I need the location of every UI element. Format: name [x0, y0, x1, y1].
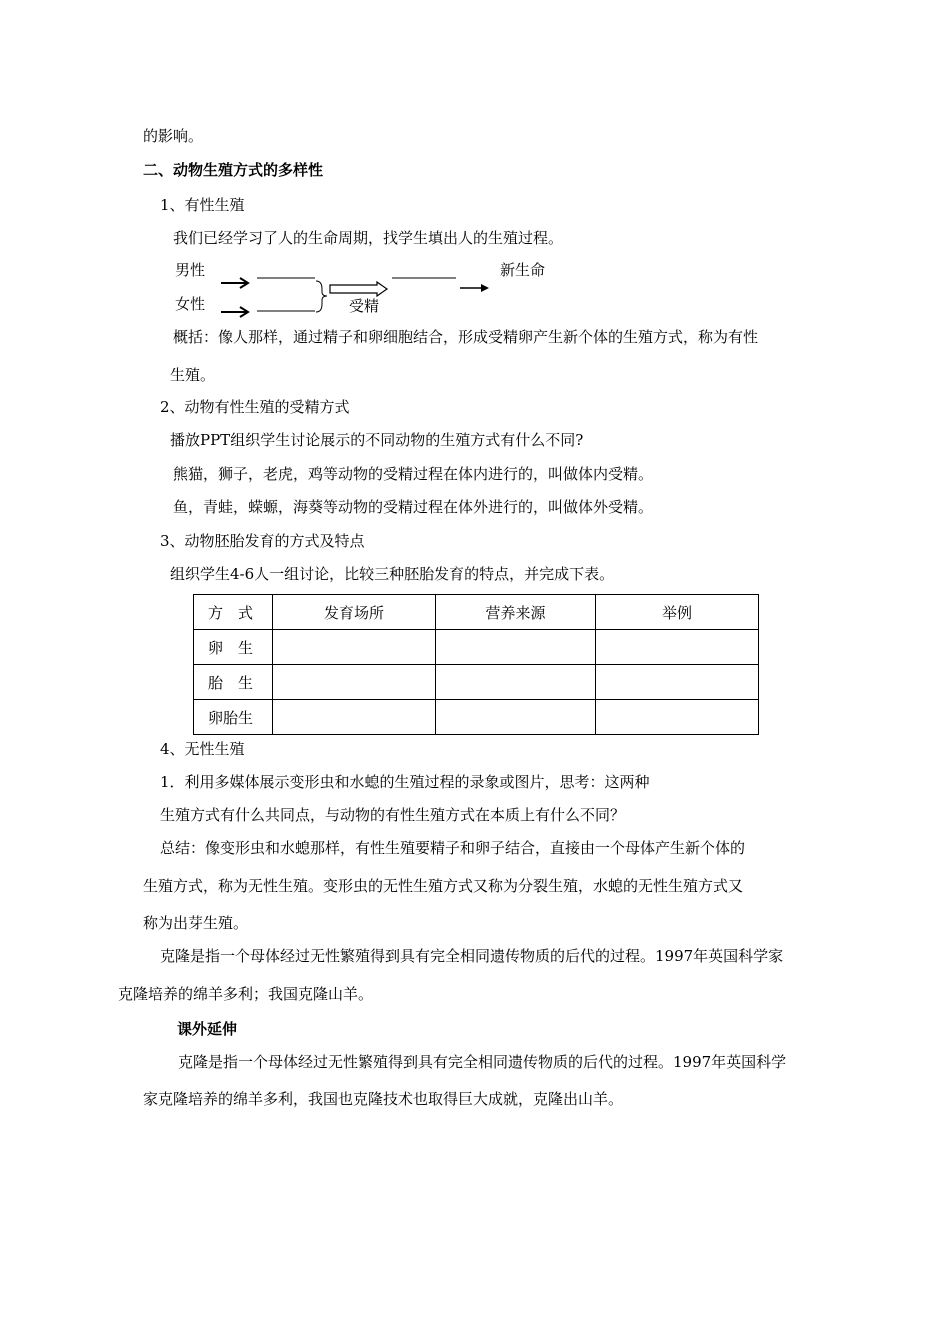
embryo-development-table: [193, 594, 759, 735]
text-line: 称为出芽生殖。: [143, 914, 249, 932]
table-cell: [596, 700, 759, 735]
subsection-heading: 3、动物胚胎发育的方式及特点: [160, 532, 365, 550]
subsection-heading: 1、有性生殖: [160, 196, 245, 214]
fertilization-label: 受精: [349, 297, 380, 315]
table-cell: [436, 700, 596, 735]
table-cell: [273, 630, 436, 665]
text-line: 1．利用多媒体展示变形虫和水螅的生殖过程的录象或图片，思考：这两种: [160, 773, 650, 791]
text-line: 生殖。: [170, 366, 216, 384]
table-cell: [596, 630, 759, 665]
text-line: 概括：像人那样，通过精子和卵细胞结合，形成受精卵产生新个体的生殖方式，称为有性: [173, 328, 759, 346]
table-row: [194, 700, 759, 735]
text-line: 克隆是指一个母体经过无性繁殖得到具有完全相同遗传物质的后代的过程。1997年英国科学: [178, 1053, 787, 1071]
subsection-heading: 4、无性生殖: [160, 740, 245, 758]
text-line: 生殖方式，称为无性生殖。变形虫的无性生殖方式又称为分裂生殖，水螅的无性生殖方式又: [143, 877, 744, 895]
table-header-row: [194, 595, 759, 630]
table-cell: [596, 665, 759, 700]
text-line: 生殖方式有什么共同点，与动物的有性生殖方式在本质上有什么不同？: [160, 806, 626, 824]
subsection-heading: 2、动物有性生殖的受精方式: [160, 398, 350, 416]
table-header-cell: 发育场所: [273, 595, 436, 630]
table-header-cell: 方 式: [194, 595, 273, 630]
text-line: 家克隆培养的绵羊多利，我国也克隆技术也取得巨大成就，克隆出山羊。: [143, 1090, 624, 1108]
new-life-label: 新生命: [500, 261, 546, 279]
table-header-cell: 举例: [596, 595, 759, 630]
table-row: [194, 665, 759, 700]
table-row-label: 卵胎生: [194, 700, 273, 735]
female-label: 女性: [175, 295, 206, 313]
text-line: 熊猫，狮子，老虎，鸡等动物的受精过程在体内进行的，叫做体内受精。: [173, 465, 654, 483]
text-line: 总结：像变形虫和水螅那样，有性生殖要精子和卵子结合，直接由一个母体产生新个体的: [160, 839, 746, 857]
table-row-label: 胎 生: [194, 665, 273, 700]
text-line: 播放PPT组织学生讨论展示的不同动物的生殖方式有什么不同?: [170, 431, 584, 449]
table-cell: [436, 630, 596, 665]
table-row: [194, 630, 759, 665]
section-heading: 课外延伸: [177, 1020, 238, 1038]
text-line: 我们已经学习了人的生命周期，找学生填出人的生殖过程。: [173, 229, 564, 247]
text-line: 克隆是指一个母体经过无性繁殖得到具有完全相同遗传物质的后代的过程。1997年英国科学家: [160, 947, 784, 965]
table-header-cell: 营养来源: [436, 595, 596, 630]
section-heading: 二、动物生殖方式的多样性: [143, 161, 324, 179]
table-cell: [273, 700, 436, 735]
text-line: 的影响。: [143, 127, 204, 145]
table-cell: [273, 665, 436, 700]
text-line: 鱼，青蛙，蝾螈，海葵等动物的受精过程在体外进行的，叫做体外受精。: [173, 498, 654, 516]
reproduction-diagram: [0, 0, 950, 330]
table-row-label: 卵 生: [194, 630, 273, 665]
text-line: 组织学生4-6人一组讨论，比较三种胚胎发育的特点，并完成下表。: [170, 565, 615, 583]
table-cell: [436, 665, 596, 700]
male-label: 男性: [175, 261, 206, 279]
text-line: 克隆培养的绵羊多利；我国克隆山羊。: [118, 985, 374, 1003]
